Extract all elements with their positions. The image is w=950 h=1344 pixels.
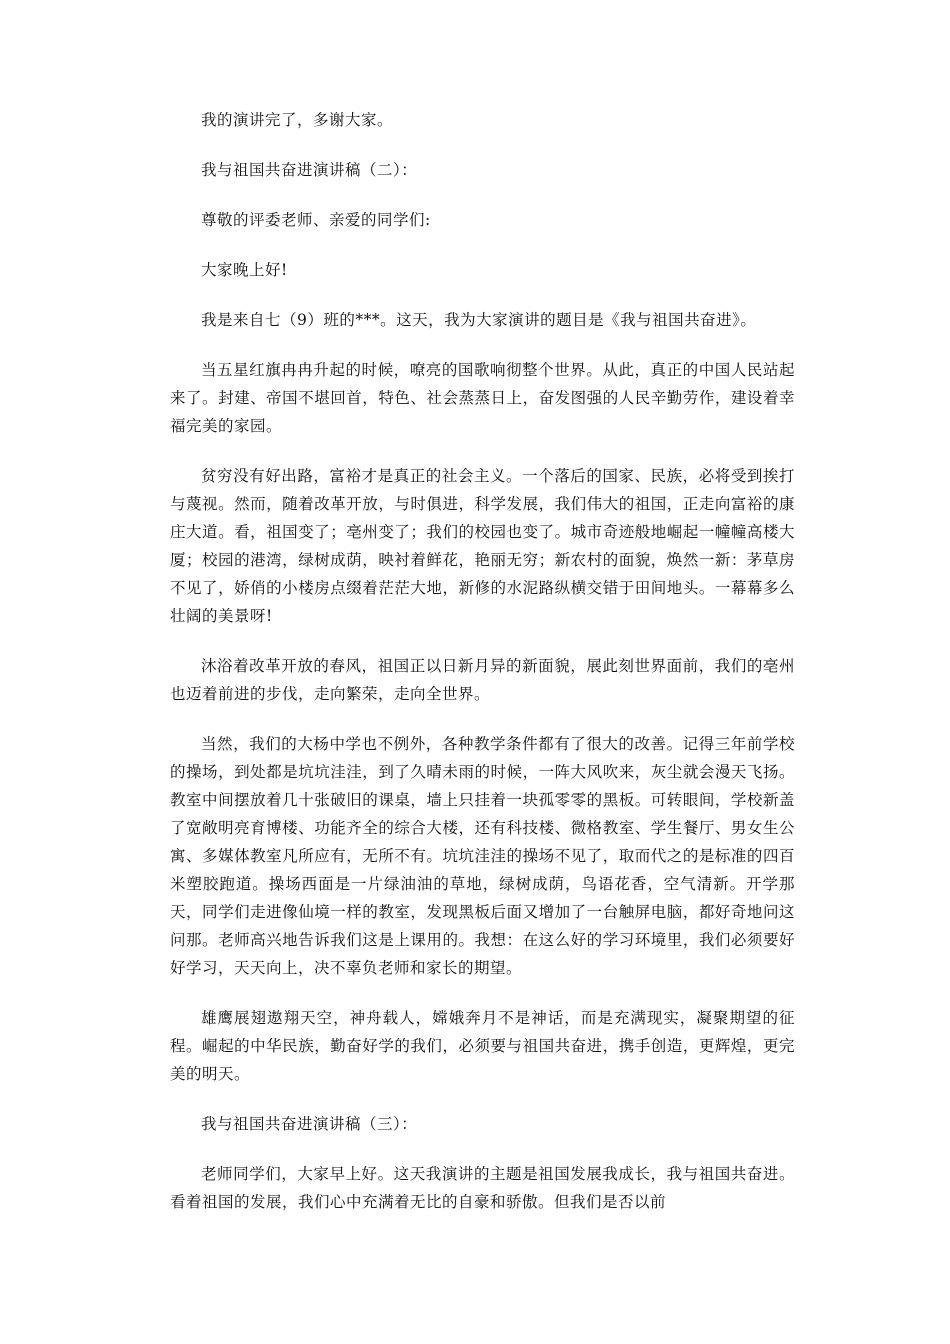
greeting: 大家晚上好! bbox=[201, 261, 288, 279]
paragraph-speech-3: 老师同学们，大家早上好。这天我演讲的主题是祖国发展我成长，我与祖国共奋进。看着祖国的发展，我们心中充满着无比的自豪和骄傲。但我们是否以前 bbox=[170, 1165, 795, 1211]
salutation: 尊敬的评委老师、亲爱的同学们: bbox=[201, 211, 431, 229]
section-heading-3: 我与祖国共奋进演讲稿（三）： bbox=[201, 1115, 418, 1133]
intro-paragraph: 我是来自七（9）班的***。这天，我为大家演讲的题目是《我与祖国共奋进》。 bbox=[201, 311, 757, 329]
document-body bbox=[170, 106, 795, 1216]
paragraph-reform: 沐浴着改革开放的春风，祖国正以日新月异的新面貌，展此刻世界面前，我们的亳州也迈着前进的步伐，走向繁荣，走向全世界。 bbox=[170, 657, 795, 703]
closing-line: 我的演讲完了，多谢大家。 bbox=[201, 111, 394, 129]
section-heading-2: 我与祖国共奋进演讲稿（二）： bbox=[201, 161, 418, 179]
paragraph-flag: 当五星红旗冉冉升起的时候，嘹亮的国歌响彻整个世界。从此，真正的中国人民站起来了。封建、帝国不堪回首，特色、社会蒸蒸日上，奋发图强的人民辛勤劳作，建设着幸福完美的家园。 bbox=[170, 361, 795, 435]
paragraph-eagle: 雄鹰展翅遨翔天空，神舟载人，嫦娥奔月不是神话，而是充满现实，凝聚期望的征程。崛起的中华民族，勤奋好学的我们，必须要与祖国共奋进，携手创造，更辉煌，更完美的明天。 bbox=[170, 1009, 795, 1083]
paragraph-school: 当然，我们的大杨中学也不例外，各种教学条件都有了很大的改善。记得三年前学校的操场，到处都是坑坑洼洼，到了久晴未雨的时候，一阵大风吹来，灰尘就会漫天飞扬。教室中间摆放着几十张破旧的课桌，墙上只挂着一块孤零零的黑板。可转眼间，学校新盖了宽敞明亮育博楼、功能齐全的综合大楼，还有科技楼、微格教室、学生餐厅、男女生公寓、多媒体教室凡所应有，无所不有。坑坑洼洼的操场不见了，取而代之的是标准的四百米塑胶跑道。操场西面是一片绿油油的草地，绿树成荫，鸟语花香，空气清新。开学那天，同学们走进像仙境一样的教室，发现黑板后面又增加了一台触屏电脑，都好奇地问这问那。老师高兴地告诉我们这是上课用的。我想：在这么好的学习环境里，我们必须要好好学习，天天向上，决不辜负老师和家长的期望。 bbox=[170, 735, 795, 977]
paragraph-prosperity: 贫穷没有好出路，富裕才是真正的社会主义。一个落后的国家、民族，必将受到挨打与蔑视。然而，随着改革开放，与时俱进，科学发展，我们伟大的祖国，正走向富裕的康庄大道。看，祖国变了；亳州变了；我们的校园也变了。城市奇迹般地崛起一幢幢高楼大厦；校园的港湾，绿树成荫，映衬着鲜花，艳丽无穷；新农村的面貌，焕然一新：茅草房不见了，娇俏的小楼房点缀着茫茫大地，新修的水泥路纵横交错于田间地头。一幕幕多么壮阔的美景呀! bbox=[170, 467, 795, 625]
